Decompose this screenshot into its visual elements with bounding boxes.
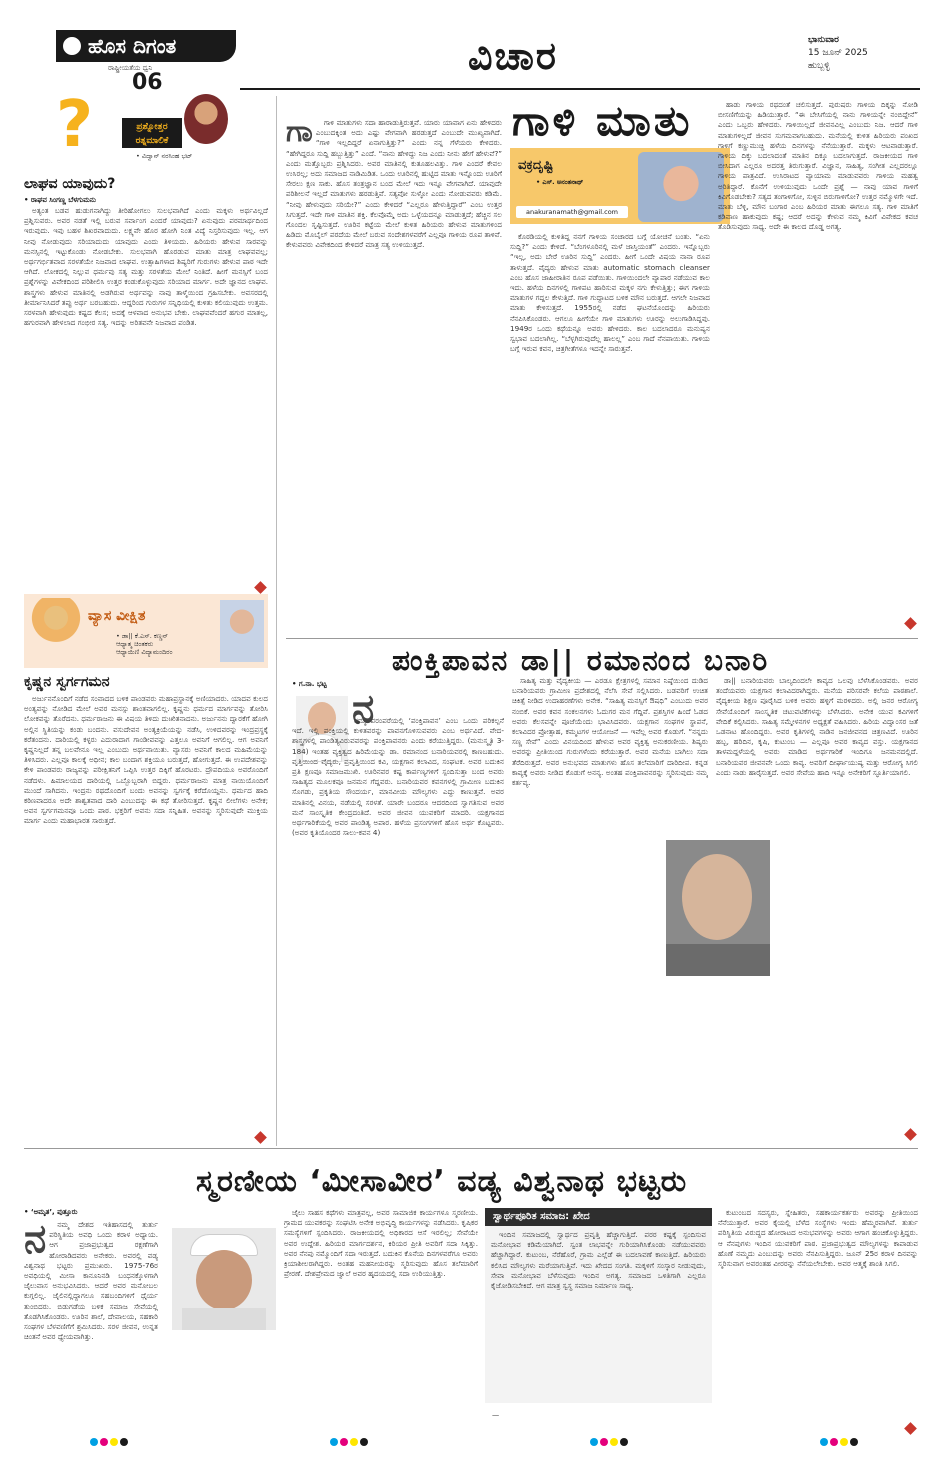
page-number: 06 bbox=[132, 70, 163, 95]
pankti-headline: ಪಂಕ್ತಿಪಾವನ ಡಾ|| ರಮಾನಂದ ಬನಾರಿ bbox=[392, 644, 770, 677]
vyasa-author: • ಡಾ|| ಕೆ.ಎಸ್. ಕಣ್ಣನ್ ಆಧ್ಯಾತ್ಮ ಚಿಂತಕರು ಆಧ್ಯಾಯಿಣಿ ವಿದ್ಯಾಮಂದಿರಂ bbox=[116, 632, 173, 656]
column-divider bbox=[276, 96, 277, 1146]
smarana-author: • ‘ಅಮೃತ’, ಪುತ್ತೂರು bbox=[24, 1208, 78, 1216]
qa-author-photo bbox=[184, 94, 228, 144]
pankti-author: • ಗ.ನಾ. ಭಟ್ಟ bbox=[292, 680, 327, 688]
gaali-headline: ಗಾಳಿ ಮಾತು bbox=[512, 96, 693, 145]
question-mark-icon: ? bbox=[56, 88, 94, 162]
dropcap: ಗಾ bbox=[286, 118, 313, 149]
swartha-body: ಇಂದಿನ ಸಮಾಜದಲ್ಲಿ ಸ್ವಾರ್ಥದ ಪ್ರವೃತ್ತಿ ಹೆಚ್ಚಾಗುತ್ತಿದೆ. ಪರರ ಕಷ್ಟಕ್ಕೆ ಸ್ಪಂದಿಸುವ ಮನೋಭಾವ ಕಡಿಮೆಯಾಗಿದೆ. ಸ್ವಂತ ಲಾಭವನ್ನೇ ಗುರಿಯಾಗಿಸಿಕೊಂಡು ನಡೆಯುವವರು ಹೆಚ್ಚಾಗಿದ್ದಾರೆ. ಕುಟುಂಬ, ನೆರೆಹೊರೆ, ಗ್ರಾಮ ಎಲ್ಲೆಡೆ ಈ ಬದಲಾವಣೆ ಕಾಣುತ್ತಿದೆ. ಹಿರಿಯರು ಕಲಿಸಿದ ಮೌಲ್ಯಗಳು ಮರೆಯಾಗುತ್ತಿವೆ. ಇದು ಖೇದದ ಸಂಗತಿ. ಮಕ್ಕಳಿಗೆ ಸಂಸ್ಕಾರ ನೀಡುವುದು, ಸೇವಾ ಮನೋಭಾವ ಬೆಳೆಸುವುದು ಇಂದಿನ ಅಗತ್ಯ. ಸಮಾಜದ ಒಳಿತಿಗಾಗಿ ಎಲ್ಲರೂ ಕೈಜೋಡಿಸಬೇಕಿದೆ. ಆಗ ಮಾತ್ರ ಸ್ವಸ್ಥ ಸಮಾಜ ನಿರ್ಮಾಣ ಸಾಧ್ಯ. bbox=[491, 1230, 706, 1291]
dropcap: ನ bbox=[352, 690, 375, 732]
logo-tagline: ರಾಷ್ಟ್ರೀಯತೆಯ ಧ್ವನಿ bbox=[108, 64, 153, 72]
masthead bbox=[56, 30, 236, 95]
smarana-body-mid: ಜೈಲು ಸಾಹಸ ಕಥೆಗಳು ಮಾತ್ರವಲ್ಲ, ಅವರ ಸಾಮಾಜಿಕ ಕಾರ್ಯಗಳೂ ಸ್ಮರಣೀಯ. ಗ್ರಾಮದ ಯುವಕರನ್ನು ಸಂಘಟಿಸಿ ಅನೇಕ ಅಭಿವೃದ್ಧಿ ಕಾರ್ಯಗಳನ್ನು ನಡೆಸಿದರು. ಕೃಷಿಕರ ಸಮಸ್ಯೆಗಳಿಗೆ ಸ್ಪಂದಿಸಿದರು. ರಾಜಕೀಯದಲ್ಲಿ ಅಧಿಕಾರದ ಆಸೆ ಇರಲಿಲ್ಲ; ಸೇವೆಯೇ ಅವರ ಉದ್ದೇಶ. ಹಿರಿಯರ ಮಾರ್ಗದರ್ಶನ, ಕಿರಿಯರ ಪ್ರೀತಿ ಅವರಿಗೆ ಸದಾ ಸಿಕ್ಕಿತ್ತು. ಅವರ ನೆನಪು ನಮ್ಮೊಂದಿಗೆ ಸದಾ ಇರುತ್ತದೆ. ಬದುಕಿನ ಕೊನೆಯ ದಿನಗಳವರೆಗೂ ಅವರು ಕ್ರಿಯಾಶೀಲರಾಗಿದ್ದರು. ಅಂತಹ ಮಹನೀಯರನ್ನು ಸ್ಮರಿಸುವುದು ಹೊಸ ತಲೆಮಾರಿಗೆ ಪ್ರೇರಣೆ. ದೇಶಪ್ರೇಮದ ಜ್ವಾಲೆ ಅವರ ಹೃದಯದಲ್ಲಿ ಸದಾ ಉರಿಯುತ್ತಿತ್ತು. bbox=[284, 1208, 478, 1279]
vakradrishti-banner bbox=[510, 148, 730, 224]
gaali-author: • ಎಸ್. ಅನಂತನಾಥ್ bbox=[536, 178, 584, 186]
qa-body: ಅತ್ಯಂತ ಬಡವ ಹುಡುಗನಾಗಿದ್ದು ತೀರಿಹೋಗಲು ಸುಲಭವಾಗಿದೆ ಎಂದು ಮಕ್ಕಳು ಅರ್ಥವಿಲ್ಲದೆ ಪ್ರಶ್ನಿಸುವರು. ಅವರ ನಡತೆ ಇಲ್ಲಿ ಬರುವ ಸರ್ವಾಂಗ ಎಂದರೆ ಯಾವುದು? ಏನುವುದು ಪರಮಾರ್ಥದಿಂದ ಇರುವುದು. ಇವು ಬಹಳ ಶಿಖರವಾದುದು. ಲಕ್ಷ್ಯವೇ ಹೊರ ಹೋಗಿ ನಿಂತ ವಿದ್ಯೆ ನಿಸ್ತರಿಸುವುದು ಇಲ್ಲ. ಆಗ ನೀವು ನೋಡುವುದು ಸರಿಯಾದುದು ಯಾವುದು ಎಂದು ತಿಳಿಯದು. ಹಿರಿಯರು ಹೇಳುವ ಸಾರವನ್ನು ಮನಸ್ಸಿನಲ್ಲಿ ಇಟ್ಟುಕೊಂಡು ನೋಡಬೇಕು. ಸುಲಭವಾಗಿ ಹೊರಡುವ ಮಾತು ಮಾತ್ರ ಲಾಘವವಲ್ಲ; ಅರ್ಥಗರ್ಭಿತವಾದ ಸರಳತೆಯೇ ನಿಜವಾದ ಲಾಘವ. ಉತ್ಸಾಹಿಗಳಾದ ಶಿಷ್ಯರಿಗೆ ಗುರುಗಳು ಹೇಳುವ ಪಾಠ ಇದೇ ಆಗಿದೆ. ಲೋಕದಲ್ಲಿ ನಿಲ್ಲುವ ಧರ್ಮವು ಸತ್ಯ ಮತ್ತು ಸರಳತೆಯ ಮೇಲೆ ನಿಂತಿದೆ. ಹೀಗೆ ಮನಸ್ಸಿಗೆ ಬಂದ ಪ್ರಶ್ನೆಗಳನ್ನು ವಿವೇಕದಿಂದ ಪರಿಶೀಲಿಸಿ ಉತ್ತರ ಕಂಡುಕೊಳ್ಳುವುದು ಸರಿಯಾದ ಮಾರ್ಗ. ಅದೇ ಜ್ಞಾನದ ಲಾಘವ. ಶಾಸ್ತ್ರಗಳು ಹೇಳುವ ಮಾತಿನಲ್ಲಿ ಅಡಗಿರುವ ಅರ್ಥವನ್ನು ನಾವು ತಾಳ್ಮೆಯಿಂದ ಗ್ರಹಿಸಬೇಕು. ಅವಸರದಲ್ಲಿ ತೀರ್ಮಾನಿಸಿದರೆ ತಪ್ಪು ಅರ್ಥ ಬರಬಹುದು. ಆದ್ದರಿಂದ ಗುರುಗಳ ಸನ್ನಿಧಿಯಲ್ಲಿ ಕುಳಿತು ಕಲಿಯುವುದು ಉತ್ತಮ. ಸರಳವಾಗಿ ಹೇಳುವುದು ಕಷ್ಟದ ಕೆಲಸ; ಅದಕ್ಕೆ ಆಳವಾದ ಅನುಭವ ಬೇಕು. ಲಾಘವವೆಂದರೆ ಹಗುರ ಮಾತಲ್ಲ, ಹಗುರವಾಗಿ ಹೇಳಲಾದ ಗಂಭೀರ ಸತ್ಯ. ಇದನ್ನು ಅರಿತವನೇ ನಿಜವಾದ ಪಂಡಿತ. bbox=[24, 206, 268, 328]
vakradrishti-column-name: ವಕ್ರದೃಷ್ಟಿ bbox=[518, 158, 554, 173]
section-title: ವಿಚಾರ bbox=[468, 34, 558, 78]
qa-author: • ವಿದ್ವಾನ್ ನರಸಿಂಹ ಭಟ್ bbox=[136, 152, 193, 160]
pankti-body-left: ನಮ್ಮ ಪರಂಪರೆಯಲ್ಲಿ ‘ಪಂಕ್ತಿಪಾವನ’ ಎಂಬ ಒಂದು ಪರಿಕಲ್ಪನೆ ಇದೆ. ಇಲ್ಲಿ ಪಂಕ್ತಿಯಲ್ಲಿ ಕುಳಿತವರನ್ನು ಪಾವನಗೊಳಿಸುವವರು ಎಂಬ ಅರ್ಥವಿದೆ. ವೇದ-ಶಾಸ್ತ್ರಗಳಲ್ಲಿ ಪಾಂಡಿತ್ಯವಿರುವವರನ್ನು ಪಂಕ್ತಿಪಾವನರು ಎಂದು ಕರೆಯುತ್ತಿದ್ದರು. (ಮನುಸ್ಮೃತಿ 3-184) ಇಂತಹ ವ್ಯಕ್ತಿತ್ವದ ಹಿರಿಮೆಯನ್ನು ಡಾ. ರಮಾನಂದ ಬನಾರಿಯವರಲ್ಲಿ ಕಾಣಬಹುದು. ವೃತ್ತಿಯಿಂದ ವೈದ್ಯರು, ಪ್ರವೃತ್ತಿಯಿಂದ ಕವಿ, ಯಕ್ಷಗಾನ ಕಲಾವಿದ, ಸಂಘಟಕ. ಅವರ ಬದುಕಿನ ಪ್ರತಿ ಕ್ಷಣವೂ ಸಮಾಜಮುಖಿ. ಊರಿನವರ ಕಷ್ಟ ಕಾರ್ಪಣ್ಯಗಳಿಗೆ ಸ್ಪಂದಿಸುತ್ತಾ ಬಂದ ಅವರು ಸಾಹಿತ್ಯದ ಮೂಲಕವೂ ಜನಮನ ಗೆದ್ದವರು. ಬನಾರಿಯವರ ಕವನಗಳಲ್ಲಿ ಗ್ರಾಮೀಣ ಬದುಕಿನ ಸೊಗಡು, ಪ್ರಕೃತಿಯ ಸೌಂದರ್ಯ, ಮಾನವೀಯ ಮೌಲ್ಯಗಳು ಎದ್ದು ಕಾಣುತ್ತವೆ. ಅವರ ಮಾತಿನಲ್ಲಿ ವಿನಯ, ನಡೆಯಲ್ಲಿ ಸರಳತೆ. ಯಾರೇ ಬಂದರೂ ಆದರದಿಂದ ಸ್ವಾಗತಿಸುವ ಅವರ ಮನೆ ಸಾಂಸ್ಕೃತಿಕ ಕೇಂದ್ರದಂತಿದೆ. ಅವರ ಜೀವನ ಯುವಕರಿಗೆ ಮಾದರಿ. ಯಕ್ಷಗಾನದ ಅರ್ಥಗಾರಿಕೆಯಲ್ಲಿ ಅವರ ಪಾಂಡಿತ್ಯ ಅಪಾರ. ಹಳೆಯ ಪ್ರಸಂಗಗಳಿಗೆ ಹೊಸ ಅರ್ಥ ಕೊಟ್ಟವರು. (ಅವರ ಕೃತಿಯೊಂದರ ಸಾಲು-ಕವನ 4) bbox=[292, 716, 504, 838]
smarana-body-continued: — bbox=[492, 1410, 500, 1419]
smarana-body-right: ಕುಟುಂಬದ ಸದಸ್ಯರು, ಸ್ನೇಹಿತರು, ಸಹಕಾರ್ಯಕರ್ತರು ಅವರನ್ನು ಪ್ರೀತಿಯಿಂದ ನೆನೆಯುತ್ತಾರೆ. ಅವರ ಕೈಯಲ್ಲಿ ಬೆಳೆದ ಸಂಸ್ಥೆಗಳು ಇಂದು ಹೆಮ್ಮರವಾಗಿವೆ. ತುರ್ತು ಪರಿಸ್ಥಿತಿಯ ವಿರುದ್ಧದ ಹೋರಾಟದ ಅನುಭವಗಳನ್ನು ಅವರು ಆಗಾಗ ಹಂಚಿಕೊಳ್ಳುತ್ತಿದ್ದರು. ಆ ನೆನಪುಗಳು ಇಂದಿನ ಯುವಕರಿಗೆ ಪಾಠ. ಪ್ರಜಾಪ್ರಭುತ್ವದ ಮೌಲ್ಯಗಳನ್ನು ಕಾಪಾಡುವ ಹೊಣೆ ನಮ್ಮದು ಎಂಬುದನ್ನು ಅವರು ನೆನಪಿಸುತ್ತಿದ್ದರು. ಜೂನ್ 25ರ ಕರಾಳ ದಿನವನ್ನು ಸ್ಮರಿಸುವಾಗ ಅವರಂತಹ ವೀರರನ್ನು ನೆನೆಯಲೇಬೇಕು. ಅವರ ಆತ್ಮಕ್ಕೆ ಶಾಂತಿ ಸಿಗಲಿ. bbox=[718, 1208, 918, 1269]
vyasa-column-banner bbox=[24, 594, 268, 668]
dateline-day: ಭಾನುವಾರ bbox=[808, 35, 839, 45]
newspaper-logo[interactable] bbox=[56, 30, 236, 62]
masthead-rule bbox=[240, 88, 920, 90]
author-email[interactable]: anakuranamath@gmail.com bbox=[516, 206, 628, 218]
vyasa-heading: ಕೃಷ್ಣನ ಸ್ವರ್ಗಗಮನ bbox=[24, 674, 110, 690]
qa-column-name: ಪ್ರಶ್ನೋತ್ತರ ರತ್ನಮಾಲಿಕೆ bbox=[122, 118, 182, 148]
smarana-headline: ಸ್ಮರಣೀಯ ‘ಮೀಸಾವೀರ’ ವಡ್ಯ ವಿಶ್ವನಾಥ ಭಟ್ಟರು bbox=[196, 1164, 688, 1199]
pankti-body-right: ಡಾ|| ಬನಾರಿಯವರು ಬಾಲ್ಯದಿಂದಲೇ ಕಾವ್ಯದ ಒಲವು ಬೆಳೆಸಿಕೊಂಡವರು. ಅವರ ತಂದೆಯವರು ಯಕ್ಷಗಾನ ಕಲಾವಿದರಾಗಿದ್ದರು. ಮನೆಯ ಪರಿಸರವೇ ಕಲೆಯ ಪಾಠಶಾಲೆ. ವೈದ್ಯಕೀಯ ಶಿಕ್ಷಣ ಪೂರೈಸಿದ ಬಳಿಕ ಅವರು ಹಳ್ಳಿಗೆ ಮರಳಿದರು. ಅಲ್ಲಿ ಜನರ ಆರೋಗ್ಯ ಸೇವೆಯೊಂದಿಗೆ ಸಾಂಸ್ಕೃತಿಕ ಚಟುವಟಿಕೆಗಳನ್ನು ಬೆಳೆಸಿದರು. ಅನೇಕ ಯುವ ಕವಿಗಳಿಗೆ ವೇದಿಕೆ ಕಲ್ಪಿಸಿದರು. ಸಾಹಿತ್ಯ ಸಮ್ಮೇಳನಗಳ ಅಧ್ಯಕ್ಷತೆ ವಹಿಸಿದರು. ಹಿರಿಯ ವಿದ್ವಾಂಸರ ಜತೆ ಒಡನಾಟ ಹೊಂದಿದ್ದರು. ಅವರ ಕೃತಿಗಳಲ್ಲಿ ನಾಡಿನ ಜನಜೀವನದ ಚಿತ್ರಣವಿದೆ. ಊರಿನ ಹಬ್ಬ, ಹರಿದಿನ, ಕೃಷಿ, ಕುಟುಂಬ — ಎಲ್ಲವೂ ಅವರ ಕಾವ್ಯದ ವಸ್ತು. ಯಕ್ಷಗಾನದ ತಾಳಮದ್ದಳೆಯಲ್ಲಿ ಅವರು ಮಾಡಿದ ಅರ್ಥಗಾರಿಕೆ ಇಂದಿಗೂ ಜನಮನದಲ್ಲಿದೆ. ಬನಾರಿಯವರ ಜೀವನವೇ ಒಂದು ಕಾವ್ಯ. ಅವರಿಗೆ ದೀರ್ಘಾಯುಷ್ಯ ಮತ್ತು ಆರೋಗ್ಯ ಸಿಗಲಿ ಎಂದು ನಾಡು ಹಾರೈಸುತ್ತದೆ. ಅವರ ಸೇವೆಯ ಹಾದಿ ಇನ್ನೂ ಅನೇಕರಿಗೆ ಸ್ಫೂರ್ತಿಯಾಗಲಿ. bbox=[716, 676, 918, 777]
vyasa-body: ಅರ್ಜುನನೊಂದಿಗೆ ನಡೆದ ಸಂವಾದದ ಬಳಿಕ ಪಾಂಡವರು ಮಹಾಪ್ರಸ್ಥಾನಕ್ಕೆ ಅಣಿಯಾದರು. ಯಾದವ ಕುಲದ ಅಂತ್ಯವನ್ನು ನೋಡಿದ ಮೇಲೆ ಅವರ ಮನಸ್ಸು ಶಾಂತವಾಗಲಿಲ್ಲ. ಕೃಷ್ಣನು ಧರ್ಮದ ಮಾರ್ಗವನ್ನು ತೋರಿಸಿ ಲೋಕವನ್ನು ತೊರೆದನು. ಧರ್ಮರಾಜನು ಈ ವಿಷಯ ತಿಳಿದು ದುಃಖಿತನಾದನು. ಅರ್ಜುನನು ದ್ವಾರಕೆಗೆ ಹೋಗಿ ಅಲ್ಲಿನ ಸ್ಥಿತಿಯನ್ನು ಕಂಡು ಬಂದನು. ವಸುದೇವನ ಅಂತ್ಯಕ್ರಿಯೆಯನ್ನು ನಡೆಸಿ, ಉಳಿದವರನ್ನು ಇಂದ್ರಪ್ರಸ್ಥಕ್ಕೆ ಕರೆತಂದನು. ದಾರಿಯಲ್ಲಿ ಕಳ್ಳರು ಎದುರಾದಾಗ ಗಾಂಡೀವವನ್ನು ಎತ್ತಲೂ ಅವನಿಗೆ ಆಗಲಿಲ್ಲ. ಆಗ ಅವನಿಗೆ ಕೃಷ್ಣನಿಲ್ಲದೆ ತನ್ನ ಬಲವೇನೂ ಇಲ್ಲ ಎಂಬುದು ಅರ್ಥವಾಯಿತು. ವ್ಯಾಸರು ಅವನಿಗೆ ಕಾಲದ ಮಹಿಮೆಯನ್ನು ತಿಳಿಸಿದರು. ಎಲ್ಲವೂ ಕಾಲಕ್ಕೆ ಅಧೀನ; ಕಾಲ ಬಂದಾಗ ಶಕ್ತಿಯೂ ಬರುತ್ತದೆ, ಹೋಗುತ್ತದೆ. ಈ ಉಪದೇಶವನ್ನು ಕೇಳಿ ಪಾಂಡವರು ರಾಜ್ಯವನ್ನು ಪರೀಕ್ಷಿತನಿಗೆ ಒಪ್ಪಿಸಿ ಉತ್ತರ ದಿಕ್ಕಿಗೆ ಹೊರಟರು. ದ್ರೌಪದಿಯೂ ಅವರೊಂದಿಗೆ ನಡೆದಳು. ಹಿಮಾಲಯದ ದಾರಿಯಲ್ಲಿ ಒಬ್ಬೊಬ್ಬರಾಗಿ ಬಿದ್ದರು. ಧರ್ಮರಾಜನು ಮಾತ್ರ ನಾಯಿಯೊಂದಿಗೆ ಮುಂದೆ ಸಾಗಿದನು. ಇಂದ್ರನು ರಥದೊಂದಿಗೆ ಬಂದು ಅವನನ್ನು ಸ್ವರ್ಗಕ್ಕೆ ಕರೆದೊಯ್ದನು. ಧರ್ಮದ ಹಾದಿ ಕಠಿಣವಾದರೂ ಅದೇ ಶಾಶ್ವತವಾದ ದಾರಿ ಎಂಬುದನ್ನು ಈ ಕಥೆ ತೋರಿಸುತ್ತದೆ. ಕೃಷ್ಣನ ಲೀಲೆಗಳು ಅನೇಕ; ಅವನ ಸ್ವರ್ಗಗಮನವೂ ಒಂದು ಪಾಠ. ಭಕ್ತರಿಗೆ ಅವನು ಸದಾ ಸನ್ನಿಹಿತ. ಅವನನ್ನು ಸ್ಮರಿಸುವುದೇ ಮುಕ್ತಿಯ ಮಾರ್ಗ ಎಂದು ಮಹಾಭಾರತ ಸಾರುತ್ತದೆ. bbox=[24, 694, 268, 826]
dropcap: ನ bbox=[24, 1220, 47, 1262]
swartha-heading: ಸ್ವಾರ್ಥಪೂರಿತ ಸಮಾಜ: ಖೇದ bbox=[485, 1208, 712, 1226]
vyasa-column-name: ವ್ಯಾಸ ವೀಕ್ಷಿತ bbox=[88, 608, 146, 624]
logo-text: ಹೊಸ ದಿಗಂತ bbox=[88, 34, 177, 58]
logo-emblem-icon bbox=[60, 34, 84, 58]
gaali-body-right: ಹಾಡು ಗಾಳಿಯ ರಥದಂತೆ ಚಲಿಸುತ್ತದೆ. ಪುರುಷರು ಗಾಳಿಯ ದಿಕ್ಕನ್ನು ನೋಡಿ ಬೀಸಣಿಗೆಯನ್ನು ಹಿಡಿಯುತ್ತಾರೆ. “ಈ ಬೇಸಿಗೆಯಲ್ಲಿ ನಾನು ಗಾಳಿಯನ್ನೇ ನಂಬಿದ್ದೇನೆ” ಎಂದು ಒಬ್ಬರು ಹೇಳಿದರು. ಗಾಳಿಯಿಲ್ಲದೆ ಜೀವನವಿಲ್ಲ ಎಂಬುದು ನಿಜ. ಆದರೆ ಗಾಳಿ ಮಾತುಗಳಿಲ್ಲದೆ ಜೀವನ ಸುಗಮವಾಗಬಹುದು. ಮನೆಯಲ್ಲಿ ಕುಳಿತ ಹಿರಿಯರು ಪಂಖದ ಗಾಳಿಗೆ ಕಣ್ಣುಮುಚ್ಚಿ ಹಳೆಯ ದಿನಗಳನ್ನು ನೆನೆಯುತ್ತಾರೆ. ಮಕ್ಕಳು ಆಟವಾಡುತ್ತಾರೆ. ಗಾಳಿಯ ದಿಕ್ಕು ಬದಲಾದಂತೆ ಮಾತಿನ ದಿಕ್ಕೂ ಬದಲಾಗುತ್ತದೆ. ರಾಜಕೀಯದ ಗಾಳಿ ಬೀಸಿದಾಗ ಎಲ್ಲರೂ ಅದರತ್ತ ತಿರುಗುತ್ತಾರೆ. ವಿಜ್ಞಾನ, ಸಾಹಿತ್ಯ, ಸಂಗೀತ ಎಲ್ಲದರಲ್ಲೂ ಗಾಳಿಯ ಪಾತ್ರವಿದೆ. ಉಸಿರಾಟದ ವ್ಯಾಯಾಮ ಮಾಡುವವರು ಗಾಳಿಯ ಮಹತ್ವ ಅರಿತಿದ್ದಾರೆ. ಕೊನೆಗೆ ಉಳಿಯುವುದು ಒಂದೇ ಪ್ರಶ್ನೆ — ನಾವು ಯಾವ ಗಾಳಿಗೆ ಕಿವಿಗೊಡಬೇಕು? ಸತ್ಯದ ತಂಗಾಳಿಗೋ, ಸುಳ್ಳಿನ ಬಿರುಗಾಳಿಗೋ? ಉತ್ತರ ನಮ್ಮೊಳಗೇ ಇದೆ. ಮಾತು ಬೆಳ್ಳಿ, ಮೌನ ಬಂಗಾರ ಎಂಬ ಹಿರಿಯರ ಮಾತು ಈಗಲೂ ಸತ್ಯ. ಗಾಳಿ ಮಾತಿಗೆ ಕಡಿವಾಣ ಹಾಕುವುದು ಕಷ್ಟ; ಆದರೆ ಅದನ್ನು ಕೇಳುವ ನಮ್ಮ ಕಿವಿಗೆ ವಿವೇಕದ ಕವಚ ತೊಡಿಸುವುದು ಸಾಧ್ಯ. ಅದೇ ಈ ಕಾಲದ ದೊಡ್ಡ ಅಗತ್ಯ. bbox=[718, 100, 918, 232]
section-rule bbox=[286, 638, 918, 639]
qa-column-banner bbox=[56, 88, 268, 162]
article-end-icon bbox=[904, 617, 917, 630]
dateline bbox=[808, 34, 918, 73]
gaali-author-photo bbox=[638, 152, 724, 222]
print-registration-marks bbox=[0, 1438, 945, 1448]
dateline-date: 15 ಜೂನ್ 2025 bbox=[808, 48, 868, 58]
swartha-letter-box bbox=[485, 1208, 712, 1403]
dateline-edition: ಹುಬ್ಬಳ್ಳಿ bbox=[808, 61, 830, 71]
sage-illustration bbox=[30, 598, 82, 664]
gaali-body-left: ಗಾ ಗಾಳಿ ಮಾತುಗಳು ಸದಾ ಹಾರಾಡುತ್ತಿರುತ್ತವೆ. ಯಾರು ಯಾವಾಗ ಏನು ಹೇಳಿದರು ಎಂಬುದಕ್ಕಿಂತ ಅದು ಎಷ್ಟು ವೇಗವಾಗಿ ಹರಡುತ್ತದೆ ಎಂಬುದೇ ಮುಖ್ಯವಾಗಿದೆ. “ಗಾಳಿ ಇಲ್ಲದಿದ್ದರೆ ಏನಾಗುತ್ತಿತ್ತು?” ಎಂದು ನನ್ನ ಗೆಳೆಯರು ಕೇಳಿದರು. “ಹೇಗಿದ್ದರೂ ಸುದ್ದಿ ಹಬ್ಬುತ್ತಿತ್ತು” ಎಂದೆ. “ನಾನು ಹೇಳಿದ್ದು ನಿಜ ಎಂದು ನೀನು ಹೇಗೆ ಹೇಳುವೆ?” ಎಂದು ಮತ್ತೊಬ್ಬರು ಪ್ರಶ್ನಿಸಿದರು. ಅವರ ಮಾತಿನಲ್ಲಿ ಕುತೂಹಲವಿತ್ತು. ಗಾಳಿ ಎಂದರೆ ಕೇವಲ ಉಸಿರಲ್ಲ; ಅದು ಸಮಾಜದ ನಾಡಿಮಿಡಿತ. ಒಂದು ಊರಿನಲ್ಲಿ ಹುಟ್ಟಿದ ಮಾತು ಇನ್ನೊಂದು ಊರಿಗೆ ಸೇರಲು ಕ್ಷಣ ಸಾಕು. ಹೊಸ ತಂತ್ರಜ್ಞಾನ ಬಂದ ಮೇಲೆ ಇದು ಇನ್ನೂ ವೇಗವಾಗಿದೆ. ಯಾವುದೇ ಪರಿಶೀಲನೆ ಇಲ್ಲದೆ ಮಾತುಗಳು ಹರಡುತ್ತಿವೆ. ಸತ್ಯವೋ ಸುಳ್ಳೋ ಎಂದು ನೋಡುವವರು ಕಡಿಮೆ. “ನೀವು ಹೇಳುವುದು ಸರಿಯೇ?” ಎಂದು ಕೇಳಿದರೆ “ಎಲ್ಲರೂ ಹೇಳುತ್ತಿದ್ದಾರೆ” ಎಂಬ ಉತ್ತರ ಸಿಗುತ್ತದೆ. ಇದೇ ಗಾಳಿ ಮಾತಿನ ಶಕ್ತಿ. ಕೆಲವೊಮ್ಮೆ ಅದು ಒಳ್ಳೆಯದನ್ನೂ ಮಾಡುತ್ತದೆ; ಹೆಚ್ಚಿನ ಸಲ ಗೊಂದಲ ಸೃಷ್ಟಿಸುತ್ತದೆ. ಊರಿನ ಕಟ್ಟೆಯ ಮೇಲೆ ಕುಳಿತ ಹಿರಿಯರು ಹೇಳುವ ಮಾತುಗಳಿಂದ ಹಿಡಿದು ಮೊಬೈಲ್ ಪರದೆಯ ಮೇಲೆ ಬರುವ ಸಂದೇಶಗಳವರೆಗೆ ಎಲ್ಲವೂ ಗಾಳಿಯ ರೂಪ ತಾಳಿವೆ. ಕೇಳುವವರು ವಿವೇಕದಿಂದ ಕೇಳಿದರೆ ಮಾತ್ರ ಸತ್ಯ ಉಳಿಯುತ್ತದೆ. bbox=[286, 118, 502, 250]
qa-questioner: • ರಾಘವ ಸಿಂಗಣ್ಣ ಬೆಳಗುಮನು bbox=[24, 196, 96, 204]
pankti-body-mid: ಸಾಹಿತ್ಯ ಮತ್ತು ವೈದ್ಯಕೀಯ — ಎರಡೂ ಕ್ಷೇತ್ರಗಳಲ್ಲಿ ಸಮಾನ ನಿಷ್ಠೆಯಿಂದ ದುಡಿದ ಬನಾರಿಯವರು ಗ್ರಾಮೀಣ ಪ್ರದೇಶದಲ್ಲಿ ನೆಲೆಸಿ ಸೇವೆ ಸಲ್ಲಿಸಿದರು. ಬಡವರಿಗೆ ಉಚಿತ ಚಿಕಿತ್ಸೆ ನೀಡಿದ ಉದಾಹರಣೆಗಳು ಅನೇಕ. “ಸಾಹಿತ್ಯ ಮನಸ್ಸಿಗೆ ಔಷಧಿ” ಎಂಬುದು ಅವರ ನಂಬಿಕೆ. ಅವರ ಕವನ ಸಂಕಲನಗಳು ಓದುಗರ ಮನ ಗೆದ್ದಿವೆ. ಪ್ರಶಸ್ತಿಗಳ ಹಿಂದೆ ಓಡದ ಅವರು ಕೆಲಸವನ್ನೇ ಪೂಜೆಯೆಂದು ಭಾವಿಸಿದವರು. ಯಕ್ಷಗಾನ ಸಂಘಗಳ ಸ್ಥಾಪನೆ, ಕಲಾವಿದರ ಪ್ರೋತ್ಸಾಹ, ಕಮ್ಮಟಗಳ ಆಯೋಜನೆ — ಇವೆಲ್ಲ ಅವರ ಕೊಡುಗೆ. “ನನ್ನದು ಸಣ್ಣ ಸೇವೆ” ಎಂದು ವಿನಯದಿಂದ ಹೇಳುವ ಅವರ ವ್ಯಕ್ತಿತ್ವ ಅನುಕರಣೀಯ. ಶಿಷ್ಯರು ಅವರನ್ನು ಪ್ರೀತಿಯಿಂದ ಗುರುಗಳೆಂದು ಕರೆಯುತ್ತಾರೆ. ಅವರ ಮನೆಯ ಬಾಗಿಲು ಸದಾ ತೆರೆದಿರುತ್ತದೆ. ಅವರ ಅನುಭವದ ಮಾತುಗಳು ಹೊಸ ತಲೆಮಾರಿಗೆ ದಾರಿದೀಪ. ಕನ್ನಡ ಕಾವ್ಯಕ್ಕೆ ಅವರು ನೀಡಿದ ಕೊಡುಗೆ ಅನನ್ಯ. ಅಂತಹ ಪಂಕ್ತಿಪಾವನರನ್ನು ಸ್ಮರಿಸುವುದು ನಮ್ಮ ಕರ್ತವ್ಯ. bbox=[512, 676, 708, 788]
section-rule bbox=[24, 1148, 918, 1149]
vyasa-author-photo bbox=[220, 600, 264, 662]
gaali-body-mid: ಕೊಠಡಿಯಲ್ಲಿ ಕುಳಿತಿದ್ದ ನನಗೆ ಗಾಳಿಯ ಸಂಚಾರದ ಬಗ್ಗೆ ಯೋಚನೆ ಬಂತು. “ಏನು ಸುದ್ದಿ?” ಎಂದು ಕೇಳಿದೆ. “ಬೆಂಗಳೂರಿನಲ್ಲಿ ಮಳೆ ಜಾಸ್ತಿಯಂತೆ” ಎಂದರು. ಇನ್ನೊಬ್ಬರು “ಇಲ್ಲ, ಅದು ಬೇರೆ ಊರಿನ ಸುದ್ದಿ” ಎಂದರು. ಹೀಗೆ ಒಂದೇ ವಿಷಯ ನಾನಾ ರೂಪ ತಾಳುತ್ತದೆ. ವೈದ್ಯರು ಹೇಳುವ ಮಾತು automatic stomach cleanser ಎಂಬ ಹೊಸ ಜಾಹೀರಾತಿನ ರೂಪ ಪಡೆಯಿತು. ಗಾಳಿಯಿಂದಲೇ ವ್ಯಾಪಾರ ನಡೆಯುವ ಕಾಲ ಇದು. ಹಳೆಯ ದಿನಗಳಲ್ಲಿ ಗಾಳಿಪಟ ಹಾರಿಸುವ ಮಕ್ಕಳ ನಗು ಕೇಳುತ್ತಿತ್ತು; ಈಗ ಗಾಳಿಯ ಮಾತುಗಳ ಗದ್ದಲ ಕೇಳುತ್ತಿದೆ. ಗಾಳಿ ಗುದ್ದಾಟದ ಬಳಿಕ ಮೌನ ಬರುತ್ತದೆ. ಆಗಲೇ ನಿಜವಾದ ಮಾತು ಕೇಳಿಸುತ್ತದೆ. 1955ರಲ್ಲಿ ನಡೆದ ಘಟನೆಯೊಂದನ್ನು ಹಿರಿಯರು ನೆನಪಿಸಿಕೊಂಡರು. ಆಗಲೂ ಹೀಗೆಯೇ ಗಾಳಿ ಮಾತುಗಳು ಊರನ್ನು ಅಲುಗಾಡಿಸಿದ್ದವು. 1949ರ ಒಂದು ಕಥೆಯನ್ನೂ ಅವರು ಹೇಳಿದರು. ಕಾಲ ಬದಲಾದರೂ ಮನುಷ್ಯನ ಸ್ವಭಾವ ಬದಲಾಗಿಲ್ಲ. “ಬೆಳ್ಳಗಿರುವುದೆಲ್ಲ ಹಾಲಲ್ಲ” ಎಂಬ ಗಾದೆ ನೆನಪಾಯಿತು. ಗಾಳಿಯ ಬಗ್ಗೆ ಇರುವ ಕವನ, ಚಿತ್ರಗೀತೆಗಳೂ ಇದನ್ನೇ ಸಾರುತ್ತವೆ. bbox=[510, 232, 710, 354]
qa-heading: ಲಾಘವ ಯಾವುದು? bbox=[24, 176, 116, 192]
smarana-body-left: ನ ನಮ್ಮ ದೇಶದ ಇತಿಹಾಸದಲ್ಲಿ ತುರ್ತು ಪರಿಸ್ಥಿತಿಯ ಅವಧಿ ಒಂದು ಕರಾಳ ಅಧ್ಯಾಯ. ಆಗ ಪ್ರಜಾಪ್ರಭುತ್ವದ ರಕ್ಷಣೆಗಾಗಿ ಹೋರಾಡಿದವರು ಅನೇಕರು. ಅವರಲ್ಲಿ ವಡ್ಯ ವಿಶ್ವನಾಥ ಭಟ್ಟರು ಪ್ರಮುಖರು. 1975-76ರ ಅವಧಿಯಲ್ಲಿ ಮೀಸಾ ಕಾನೂನಿನಡಿ ಬಂಧನಕ್ಕೊಳಗಾಗಿ ಜೈಲುವಾಸ ಅನುಭವಿಸಿದರು. ಆದರೆ ಅವರ ಮನೋಬಲ ಕುಗ್ಗಲಿಲ್ಲ. ಜೈಲಿನಲ್ಲಿದ್ದಾಗಲೂ ಸಹಬಂದಿಗಳಿಗೆ ಧೈರ್ಯ ತುಂಬಿದರು. ಬಿಡುಗಡೆಯ ಬಳಿಕ ಸಮಾಜ ಸೇವೆಯಲ್ಲಿ ತೊಡಗಿಸಿಕೊಂಡರು. ಊರಿನ ಶಾಲೆ, ದೇವಾಲಯ, ಸಹಕಾರಿ ಸಂಘಗಳ ಬೆಳವಣಿಗೆಗೆ ಶ್ರಮಿಸಿದರು. ಸರಳ ಜೀವನ, ಉನ್ನತ ಚಿಂತನೆ ಅವರ ಧ್ಯೇಯವಾಗಿತ್ತು. bbox=[24, 1220, 158, 1342]
